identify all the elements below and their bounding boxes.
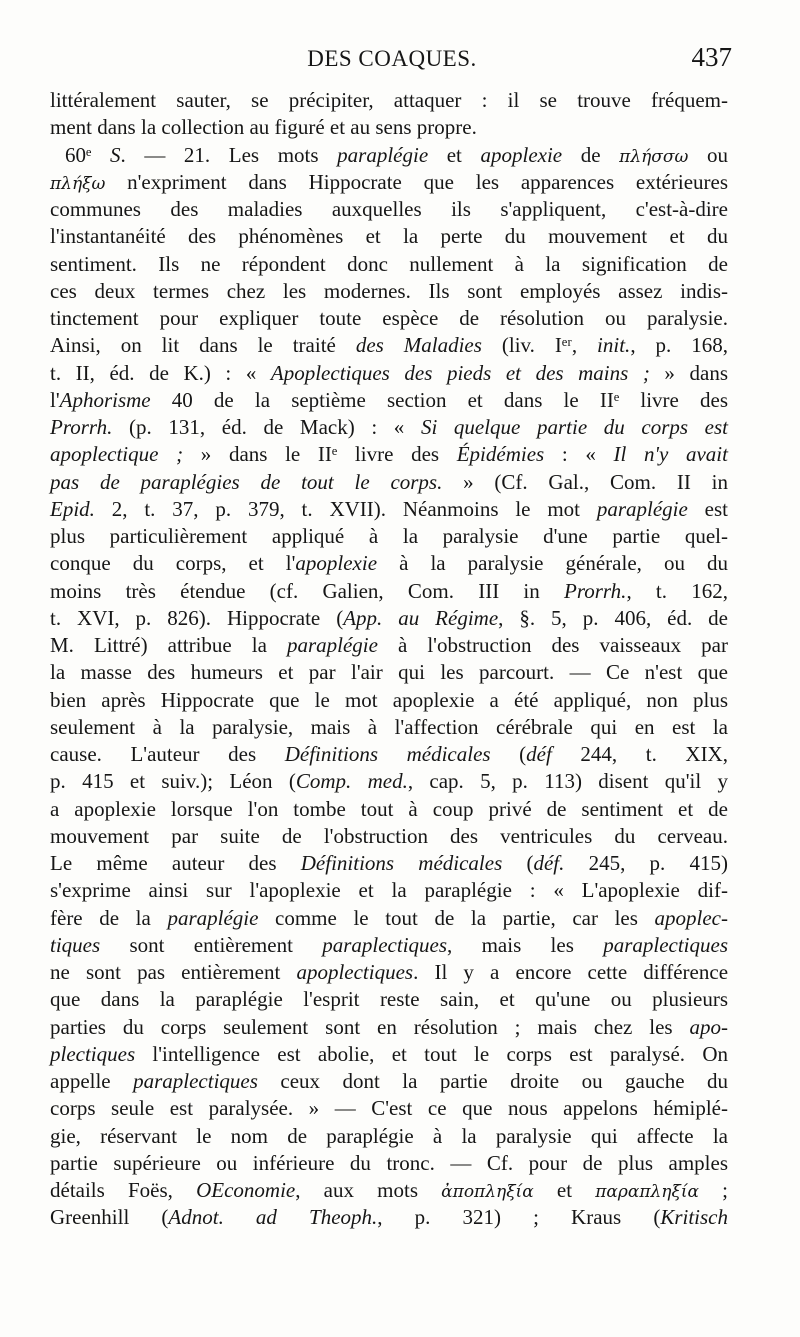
- italic-text: paraplectiques: [603, 932, 728, 957]
- italic-text: S: [109, 142, 121, 167]
- italic-text: apoplexie: [295, 551, 378, 576]
- text-run: la masse des humeurs et par l'air qui les parcourt. — Ce n'est que: [50, 660, 728, 685]
- text-run: appelle: [50, 1069, 134, 1093]
- text-run: Le même auteur des: [50, 851, 301, 875]
- text-line: [50, 1177, 728, 1204]
- text-line: [50, 441, 728, 468]
- text-run: 2, t. 37, p. 379, t. XVII). Néanmoins le mot: [94, 496, 597, 521]
- text-run: sont entièrement: [100, 932, 323, 957]
- text-line: [50, 87, 728, 114]
- text-line: [50, 142, 728, 169]
- text-run: ceux dont la partie droite ou gauche du: [257, 1069, 728, 1093]
- italic-text: Comp. med.: [295, 769, 408, 794]
- text-run: cause. L'auteur des: [50, 742, 285, 766]
- text-run: , aux mots: [295, 1178, 442, 1202]
- text-line: [50, 469, 728, 496]
- text-run: . — 21. Les mots: [120, 142, 338, 167]
- italic-text: plectiques: [50, 1041, 136, 1066]
- text-line: [50, 986, 728, 1013]
- text-line: [50, 360, 728, 387]
- text-run: , t. 162,: [626, 578, 728, 603]
- italic-text: paraplégie: [286, 633, 378, 657]
- greek-word: πλήσσω: [619, 146, 689, 167]
- text-run: (liv. Iᵉʳ,: [481, 333, 598, 358]
- italic-text: apoplectique ;: [50, 442, 184, 467]
- text-line: [50, 196, 728, 223]
- text-line: [50, 796, 728, 823]
- text-line: [50, 1095, 728, 1122]
- italic-text: paraplégie: [167, 905, 259, 930]
- text-line: [50, 169, 728, 196]
- text-run: partie supérieure ou inférieure du tronc. — Cf. pour de plus amples: [50, 1150, 728, 1175]
- italic-text: Si quelque partie du corps est: [420, 415, 729, 439]
- italic-text: paraplectiques: [322, 932, 448, 957]
- text-run: (: [502, 851, 534, 875]
- text-line: [50, 223, 728, 250]
- text-run: Greenhill (: [50, 1205, 169, 1230]
- italic-text: paraplectiques: [133, 1069, 258, 1093]
- italic-text: paraplégie: [596, 496, 688, 521]
- text-run: Ainsi, on lit dans le traité: [50, 333, 356, 358]
- italic-text: App. au Régime: [343, 605, 499, 630]
- italic-text: Définitions médicales: [300, 851, 503, 875]
- text-run: mouvement par suite de l'obstruction des ventricules du cerveau.: [50, 823, 728, 848]
- text-run: , §. 5, p. 406, éd. de: [498, 605, 729, 630]
- text-line: [50, 523, 728, 550]
- text-line: [50, 1150, 728, 1177]
- italic-text: Épidémies: [456, 442, 545, 467]
- text-line: [50, 823, 728, 850]
- text-run: 40 de la septième section et dans le IIᵉ livre des: [150, 387, 728, 412]
- text-line: [50, 251, 728, 278]
- text-line: [50, 905, 728, 932]
- text-line: [50, 714, 728, 741]
- running-head: DES COAQUES.: [307, 46, 477, 71]
- italic-text: apoplec-: [654, 905, 728, 930]
- text-run: est: [687, 496, 729, 521]
- page-header: [52, 40, 732, 80]
- text-run: tinctement pour expliquer toute espèce de résolution ou paralysie.: [50, 306, 728, 330]
- italic-text: apoplexie: [480, 142, 563, 167]
- italic-text: OEconomie: [196, 1178, 296, 1202]
- text-line: [50, 605, 728, 632]
- text-run: conque du corps, et l': [50, 551, 296, 576]
- text-run: » dans le IIᵉ livre des: [183, 442, 457, 467]
- text-run: sentiment. Ils ne répondent donc nullement à la signification de: [50, 251, 728, 276]
- text-run: que dans la paraplégie l'esprit reste sain, et qu'une ou plusieurs: [50, 987, 728, 1012]
- text-run: gie, réservant le nom de paraplégie à la paralysie qui affecte la: [50, 1123, 728, 1148]
- italic-text: pas de paraplégies de tout le corps.: [50, 469, 443, 494]
- text-run: (p. 131, éd. de Mack) : «: [112, 415, 421, 439]
- page-number: 437: [691, 42, 732, 72]
- text-run: et: [428, 142, 481, 167]
- text-run: t. II, éd. de K.) : «: [50, 360, 271, 385]
- text-run: t. XVI, p. 826). Hippocrate (: [50, 605, 344, 630]
- italic-text: Définitions médicales: [284, 742, 491, 766]
- text-run: l'intelligence est abolie, et tout le corps est paralysé. On: [135, 1041, 728, 1066]
- text-run: de: [562, 142, 620, 167]
- text-line: [50, 659, 728, 686]
- italic-text: Apoplectiques des pieds et des mains ;: [270, 360, 650, 385]
- text-run: bien après Hippocrate que le mot apoplexie a été appliqué, non plus: [50, 687, 728, 712]
- text-run: à la paralysie générale, ou du: [377, 551, 729, 576]
- text-run: ;: [698, 1178, 728, 1202]
- text-run: M. Littré) attribue la: [50, 633, 287, 657]
- text-run: » dans: [649, 360, 728, 385]
- text-line: [50, 278, 728, 305]
- text-run: et: [533, 1178, 596, 1202]
- text-run: moins très étendue (cf. Galien, Com. III in: [50, 578, 564, 603]
- greek-word: παραπληξία: [595, 1182, 699, 1202]
- text-line: [50, 1014, 728, 1041]
- text-line: [50, 496, 728, 523]
- text-line: [50, 877, 728, 904]
- italic-text: déf.: [533, 851, 565, 875]
- text-run: communes des maladies auxquelles ils s'appliquent, c'est-à-dire: [50, 197, 728, 221]
- greek-word: πλήξω: [50, 173, 106, 194]
- text-line: [50, 768, 728, 795]
- text-run: corps seule est paralysée. » — C'est ce que nous appelons hémiplé-: [50, 1096, 728, 1121]
- text-run: ou: [688, 142, 728, 167]
- text-line: [50, 687, 728, 714]
- italic-text: Il n'y avait: [613, 442, 728, 467]
- text-line: [50, 632, 728, 659]
- italic-text: Epid.: [50, 496, 95, 521]
- text-run: 60ᵉ: [65, 142, 110, 167]
- text-run: , p. 168,: [630, 333, 728, 358]
- italic-text: paraplégie: [337, 142, 429, 167]
- text-line: [50, 959, 728, 986]
- text-run: a apoplexie lorsque l'on tombe tout à coup privé de sentiment et de: [50, 796, 728, 821]
- text-line: [50, 387, 728, 414]
- text-run: seulement à la paralysie, mais à l'affection cérébrale qui en est la: [50, 714, 728, 739]
- text-run: . Il y a encore cette différence: [413, 960, 729, 984]
- text-run: , cap. 5, p. 113) disent qu'il y: [407, 769, 728, 794]
- text-run: p. 415 et suiv.); Léon (: [50, 769, 296, 794]
- text-run: plus particulièrement appliqué à la paralysie d'une partie quel-: [50, 524, 728, 548]
- text-line: [50, 850, 728, 877]
- italic-text: init.: [597, 333, 631, 358]
- italic-text: Prorrh.: [50, 415, 113, 439]
- text-run: ne sont pas entièrement: [50, 960, 297, 984]
- body-text: [50, 87, 728, 1232]
- text-run: comme le tout de la partie, car les: [258, 905, 655, 930]
- text-line: [50, 1068, 728, 1095]
- text-run: : «: [544, 442, 614, 467]
- text-run: l': [50, 387, 60, 412]
- text-line: [50, 332, 728, 359]
- italic-text: apoplectiques: [296, 960, 414, 984]
- text-line: [50, 578, 728, 605]
- text-run: ces deux termes chez les modernes. Ils sont employés assez indis-: [50, 278, 728, 303]
- text-run: ment dans la collection au figuré et au sens propre.: [50, 115, 477, 140]
- text-run: parties du corps seulement sont en résolution ; mais chez les: [50, 1014, 690, 1039]
- text-run: 245, p. 415): [564, 851, 728, 875]
- italic-text: Kritisch: [660, 1205, 728, 1230]
- text-line: [50, 114, 728, 141]
- text-run: fère de la: [50, 905, 168, 930]
- italic-text: Aphorisme: [59, 387, 151, 412]
- text-run: 244, t. XIX,: [551, 742, 728, 766]
- text-line: [50, 305, 728, 332]
- greek-word: ἀποπληξία: [441, 1182, 534, 1202]
- italic-text: apo-: [689, 1014, 728, 1039]
- text-run: s'exprime ainsi sur l'apoplexie et la paraplégie : « L'apoplexie dif-: [50, 878, 728, 903]
- text-line: [50, 1123, 728, 1150]
- text-run: , mais les: [447, 932, 604, 957]
- text-run: détails Foës,: [50, 1178, 197, 1202]
- italic-text: des Maladies: [355, 333, 482, 358]
- text-line: [50, 741, 728, 768]
- text-run: n'expriment dans Hippocrate que les apparences extérieures: [105, 169, 728, 194]
- italic-text: tiques: [50, 932, 101, 957]
- italic-text: Prorrh.: [564, 578, 627, 603]
- italic-text: déf: [526, 742, 552, 766]
- text-run: , p. 321) ; Kraus (: [377, 1205, 661, 1230]
- text-run: à l'obstruction des vaisseaux par: [377, 633, 728, 657]
- italic-text: Adnot. ad Theoph.: [168, 1205, 378, 1230]
- text-run: l'instantanéité des phénomènes et la perte du mouvement et du: [50, 224, 728, 249]
- text-line: [50, 932, 728, 959]
- text-line: [50, 550, 728, 577]
- text-run: » (Cf. Gal., Com. II in: [442, 469, 728, 494]
- text-run: (: [490, 742, 527, 766]
- text-line: [50, 1204, 728, 1231]
- text-run: littéralement sauter, se précipiter, attaquer : il se trouve fréquem-: [50, 88, 728, 112]
- text-line: [50, 414, 728, 441]
- text-line: [50, 1041, 728, 1068]
